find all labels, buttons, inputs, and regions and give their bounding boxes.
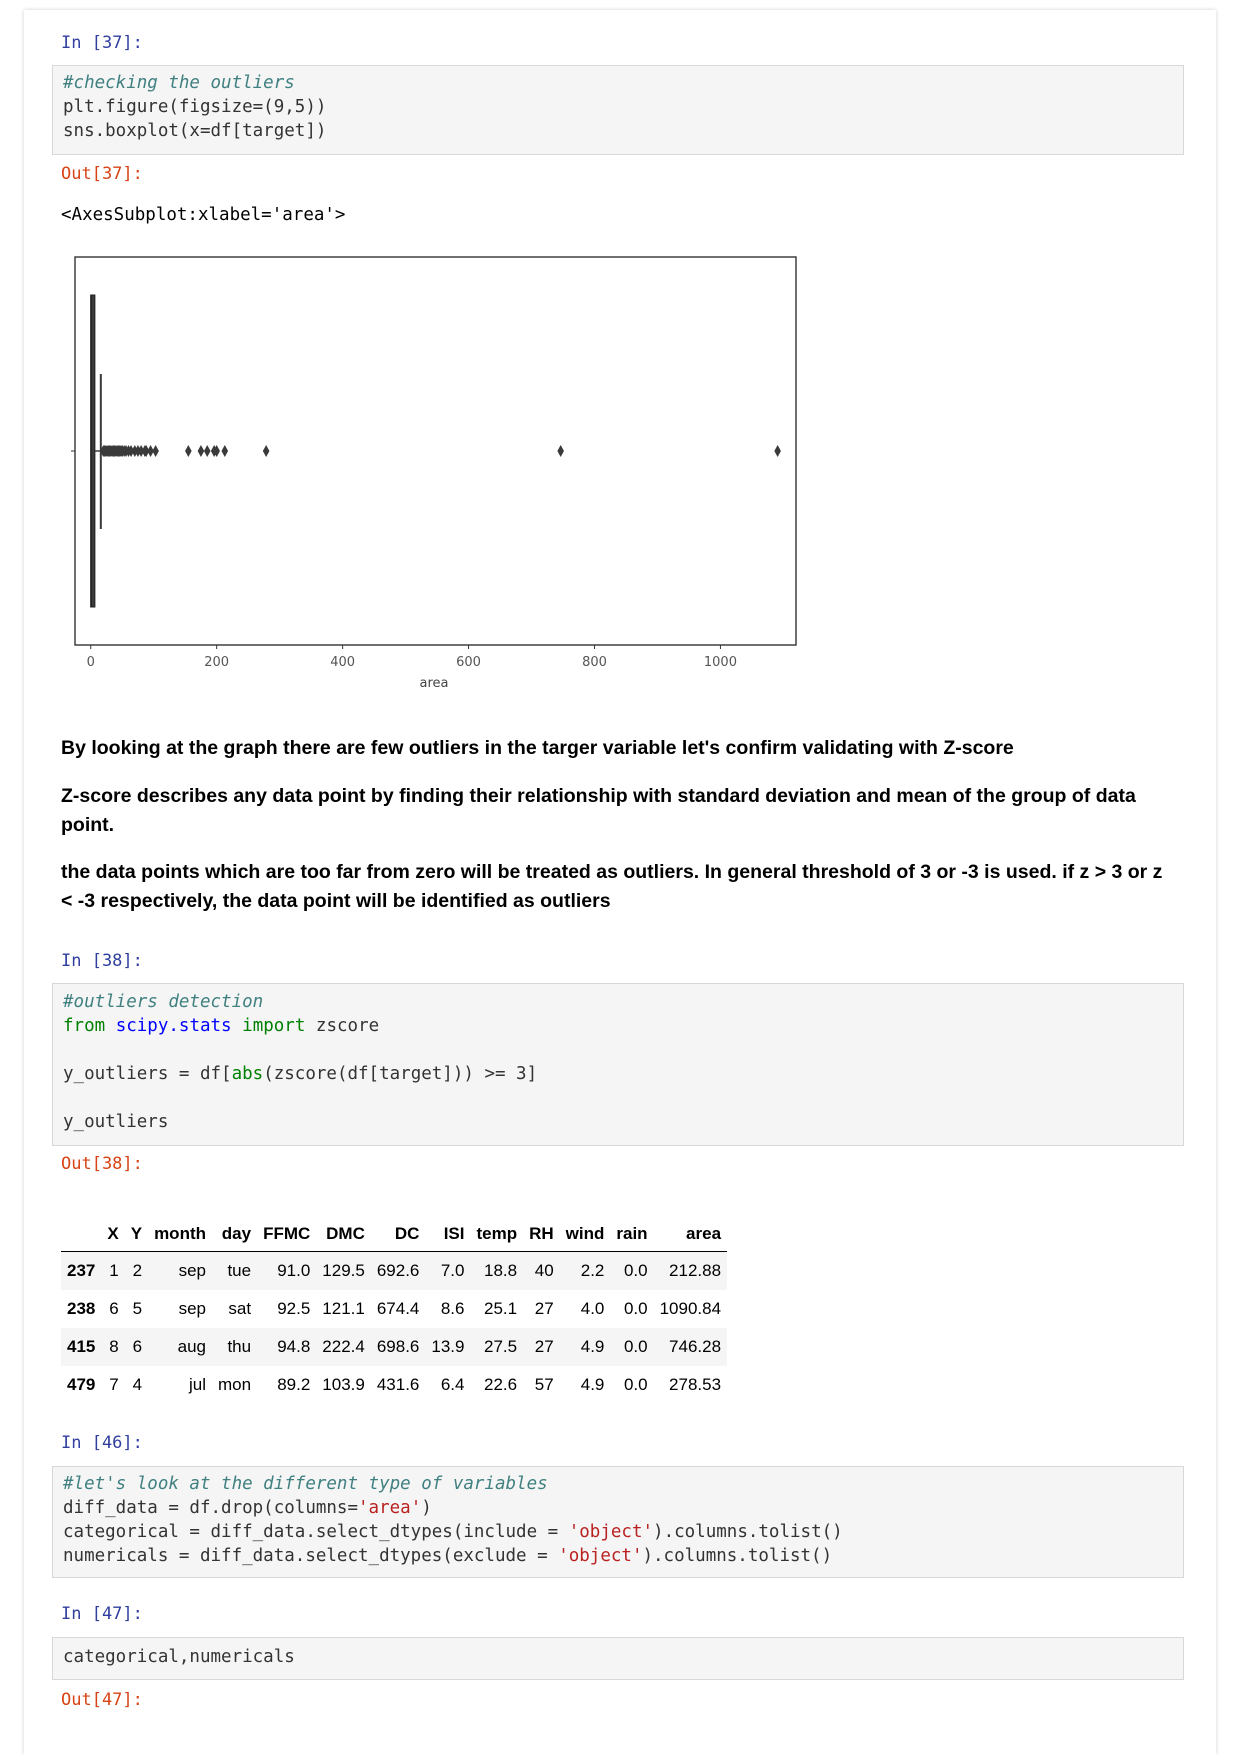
markdown-paragraph-3: [61, 858, 1171, 916]
table-cell: 8.6: [440, 1299, 465, 1318]
column-header: rain: [610, 1217, 653, 1252]
table-cell: jul: [188, 1375, 206, 1394]
table-cell: 27: [534, 1337, 554, 1356]
x-axis-label: area: [419, 676, 449, 691]
column-header: DMC: [316, 1217, 371, 1252]
table-cell: 746.28: [669, 1337, 722, 1356]
input-prompt-46: In [46]:: [61, 1433, 143, 1453]
table-cell: 0.0: [623, 1375, 648, 1394]
markdown-text: By looking at the graph there are few outliers in the targer variable let's confirm validating with: [61, 737, 944, 759]
markdown-text: the data points which are too far from zero will be treated as: [61, 861, 624, 883]
code-line: [63, 1522, 843, 1542]
table-cell: 4.9: [580, 1375, 605, 1394]
code-line: sns.boxplot(x=df[target]): [63, 121, 327, 141]
output-prompt-38: Out[38]:: [61, 1154, 143, 1174]
code-token: ).columns.tolist(): [642, 1546, 833, 1566]
column-header: area: [654, 1217, 727, 1252]
column-header: wind: [560, 1217, 611, 1252]
code-cell-47[interactable]: [52, 1637, 1184, 1680]
table-cell: 129.5: [322, 1261, 365, 1280]
code-cell-46[interactable]: [52, 1466, 1184, 1578]
table-cell: 22.6: [484, 1375, 518, 1394]
table-cell: 4: [132, 1375, 143, 1394]
table-cell: 13.9: [431, 1337, 465, 1356]
table-cell: 6.4: [440, 1375, 465, 1394]
string-literal: 'object': [568, 1522, 654, 1542]
table-cell: 0.0: [623, 1299, 648, 1318]
column-header: Y: [125, 1217, 148, 1252]
table-cell: 27: [534, 1299, 554, 1318]
table-cell: 431.6: [376, 1375, 420, 1394]
table-cell: mon: [218, 1375, 252, 1394]
code-token: categorical = diff_data.select_dtypes(include =: [63, 1522, 569, 1542]
output-prompt-37: Out[37]:: [61, 164, 143, 184]
table-cell: 89.2: [277, 1375, 311, 1394]
row-index: 479: [67, 1375, 96, 1394]
output-repr-text: <AxesSubplot:xlabel='area'>: [61, 205, 346, 225]
table-header-row: [61, 1217, 727, 1252]
table-cell: 4.0: [580, 1299, 605, 1318]
dataframe-table: [61, 1217, 727, 1404]
markdown-emphasis: outliers: [623, 861, 694, 883]
x-tick-label: 400: [330, 655, 356, 670]
table-cell: 2: [132, 1261, 143, 1280]
code-line: #let's look at the different type of variables: [63, 1474, 548, 1494]
table-cell: 0.0: [623, 1261, 648, 1280]
x-tick-label: 800: [582, 655, 607, 670]
code-line: #outliers detection: [63, 992, 264, 1012]
table-cell: 222.4: [322, 1337, 365, 1356]
table-cell: 1: [109, 1261, 119, 1280]
keyword: import: [242, 1016, 306, 1036]
x-tick-label: 200: [204, 655, 230, 670]
code-token: y_outliers = df[: [63, 1064, 232, 1084]
code-line: y_outliers: [63, 1112, 169, 1132]
code-token: ): [421, 1498, 432, 1518]
keyword: from: [63, 1016, 106, 1036]
table-cell: 18.8: [484, 1261, 518, 1280]
table-cell: 6: [109, 1299, 119, 1318]
column-header: day: [212, 1217, 257, 1252]
code-token: ).columns.tolist(): [653, 1522, 843, 1542]
code-token: (zscore(df[target])) >= 3]: [263, 1064, 538, 1084]
import-name: zscore: [315, 1016, 380, 1036]
table-cell: thu: [227, 1337, 252, 1356]
builtin: abs: [231, 1064, 264, 1084]
row-index: 415: [67, 1337, 96, 1356]
code-line: [63, 1016, 379, 1036]
table-cell: sep: [178, 1299, 206, 1318]
table-cell: 40: [534, 1261, 554, 1280]
table-cell: 8: [109, 1337, 119, 1356]
column-header: temp: [470, 1217, 523, 1252]
input-prompt-47: In [47]:: [61, 1604, 143, 1624]
table-cell: 5: [132, 1299, 143, 1318]
table-cell: 4.9: [580, 1337, 605, 1356]
string-literal: 'object': [558, 1546, 643, 1566]
markdown-paragraph-1: [61, 734, 1171, 763]
code-token: numericals = diff_data.select_dtypes(exclude =: [63, 1546, 559, 1566]
column-header: RH: [523, 1217, 560, 1252]
table-cell: 212.88: [669, 1261, 722, 1280]
table-cell: 698.6: [376, 1337, 420, 1356]
code-line: [63, 1546, 832, 1566]
module-name: scipy.stats: [115, 1016, 232, 1036]
code-token: diff_data = df.drop(columns=: [63, 1498, 359, 1518]
code-cell-38[interactable]: [52, 983, 1184, 1146]
table-cell: sat: [228, 1299, 252, 1318]
table-row: [61, 1366, 727, 1404]
table-cell: 2.2: [580, 1261, 605, 1280]
x-tick-label: 600: [456, 655, 481, 670]
code-line: [63, 1498, 432, 1518]
markdown-paragraph-2: Z-score describes any data point by finding their relationship with standard deviation and mean of the group of data point.: [61, 785, 1136, 836]
table-cell: 121.1: [322, 1299, 365, 1318]
table-cell: 692.6: [376, 1261, 420, 1280]
table-cell: 27.5: [484, 1337, 518, 1356]
table-cell: 57: [534, 1375, 554, 1394]
table-cell: 7.0: [440, 1261, 465, 1280]
column-header: X: [101, 1217, 124, 1252]
table-cell: 6: [132, 1337, 143, 1356]
table-cell: tue: [227, 1261, 252, 1280]
column-header: ISI: [425, 1217, 470, 1252]
table-row: [61, 1328, 727, 1366]
table-cell: 0.0: [623, 1337, 648, 1356]
table-cell: 92.5: [277, 1299, 311, 1318]
table-cell: 94.8: [277, 1337, 311, 1356]
table-cell: 674.4: [376, 1299, 420, 1318]
x-tick-label: 0: [86, 655, 95, 670]
table-row: [61, 1290, 727, 1328]
markdown-text: . In general threshold of 3 or -3 is used. if z > 3 or z < -3 respectively, the data point will be identified as outliers: [61, 861, 1163, 912]
table-cell: 1090.84: [659, 1299, 722, 1318]
table-cell: 103.9: [322, 1375, 365, 1394]
column-header: [61, 1217, 101, 1252]
row-index: 238: [67, 1299, 96, 1318]
markdown-emphasis: Z-score: [943, 737, 1014, 759]
boxplot-chart: [0, 0, 1240, 720]
code-line: [63, 1064, 537, 1084]
input-prompt-38: In [38]:: [61, 951, 143, 971]
column-header: FFMC: [257, 1217, 316, 1252]
column-header: month: [148, 1217, 212, 1252]
table-cell: 278.53: [669, 1375, 722, 1394]
row-index: 237: [67, 1261, 96, 1280]
table-cell: 25.1: [484, 1299, 518, 1318]
table-cell: 91.0: [277, 1261, 311, 1280]
table-cell: 7: [109, 1375, 119, 1394]
code-line: categorical,numericals: [63, 1647, 295, 1667]
input-prompt-37: In [37]:: [61, 33, 143, 53]
table-cell: sep: [178, 1261, 206, 1280]
x-tick-label: 1000: [703, 655, 737, 670]
table-row: [61, 1252, 727, 1291]
string-literal: 'area': [358, 1498, 422, 1518]
table-cell: aug: [177, 1337, 206, 1356]
column-header: DC: [371, 1217, 426, 1252]
code-line: plt.figure(figsize=(9,5)): [63, 97, 327, 117]
output-prompt-47: Out[47]:: [61, 1690, 143, 1710]
code-line: #checking the outliers: [63, 73, 295, 93]
plot-frame: [75, 257, 796, 645]
